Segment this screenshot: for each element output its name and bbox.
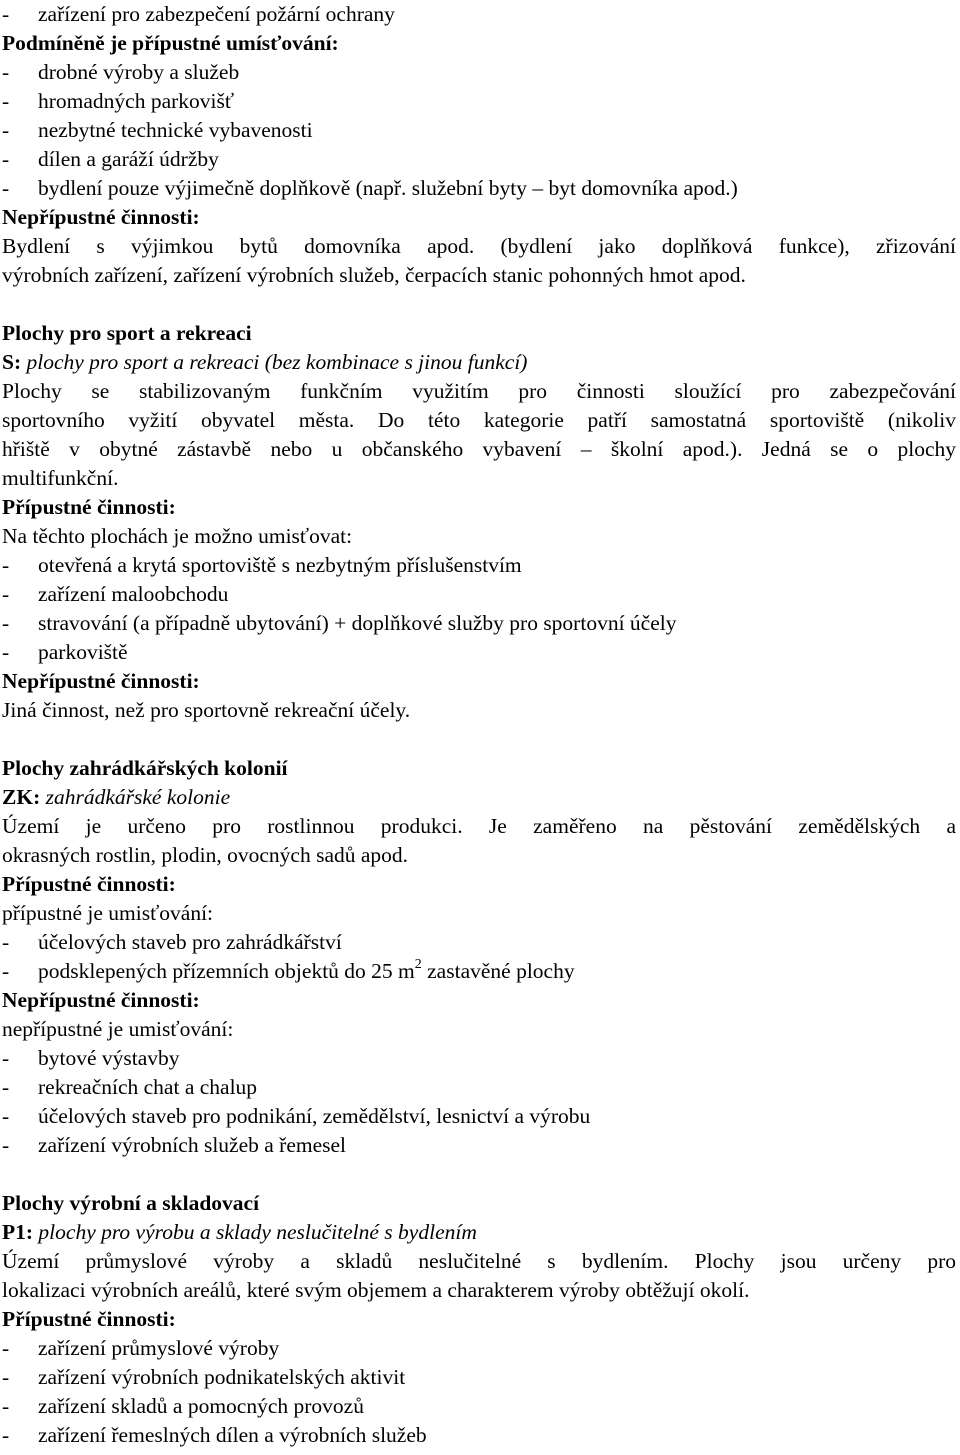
paragraph-line: Bydlení s výjimkou bytů domovníka apod. (bydlení jako doplňková funkce), zřizování bbox=[2, 234, 956, 258]
list-item-text: drobné výroby a služeb bbox=[38, 60, 240, 84]
paragraph-line: hřiště v obytné zástavbě nebo u občanského vybavení – školní apod.). Jedná se o plochy bbox=[2, 437, 956, 461]
list-item bbox=[2, 87, 956, 116]
list-item-text: účelových staveb pro zahrádkářství bbox=[38, 930, 342, 954]
list-item bbox=[2, 1363, 956, 1392]
list-dash: - bbox=[2, 89, 10, 113]
list-dash: - bbox=[2, 553, 10, 577]
list-item-text-post: zastavěné plochy bbox=[421, 959, 575, 983]
list-dash: - bbox=[2, 1423, 10, 1447]
list-item bbox=[2, 638, 956, 667]
section-code-line bbox=[2, 1218, 956, 1247]
list-dash: - bbox=[2, 176, 10, 200]
list-item-text: bytové výstavby bbox=[38, 1046, 180, 1070]
list-item bbox=[2, 145, 956, 174]
list-item-text: rekreačních chat a chalup bbox=[38, 1075, 258, 1099]
forbidden-heading: Nepřípustné činnosti: bbox=[2, 669, 200, 693]
list-item bbox=[2, 0, 956, 29]
list-item-text: zařízení pro zabezpečení požární ochrany bbox=[38, 2, 395, 26]
allowed-heading: Přípustné činnosti: bbox=[2, 872, 176, 896]
section-title-p1: Plochy výrobní a skladovací bbox=[2, 1191, 260, 1215]
forbidden-heading: Nepřípustné činnosti: bbox=[2, 205, 200, 229]
list-dash: - bbox=[2, 1046, 10, 1070]
list-item-text: zařízení výrobních podnikatelských aktivit bbox=[38, 1365, 406, 1389]
list-dash: - bbox=[2, 611, 10, 635]
list-dash: - bbox=[2, 118, 10, 142]
paragraph-line: sportovního vyžití obyvatel města. Do této kategorie patří samostatná sportoviště (nikoliv bbox=[2, 408, 956, 432]
list-item-text: stravování (a případně ubytování) + doplňkové služby pro sportovní účely bbox=[38, 611, 677, 635]
list-item bbox=[2, 58, 956, 87]
list-item-text: zařízení řemeslných dílen a výrobních služeb bbox=[38, 1423, 427, 1447]
paragraph-line: lokalizaci výrobních areálů, které svým objemem a charakterem výroby obtěžují okolí. bbox=[2, 1278, 750, 1302]
list-dash: - bbox=[2, 1104, 10, 1128]
list-item-text: hromadných parkovišť bbox=[38, 89, 235, 113]
list-item-text: zařízení skladů a pomocných provozů bbox=[38, 1394, 364, 1418]
list-dash: - bbox=[2, 1394, 10, 1418]
list-item-text: zařízení výrobních služeb a řemesel bbox=[38, 1133, 347, 1157]
allowed-intro: přípustné je umisťování: bbox=[2, 901, 214, 925]
list-dash: - bbox=[2, 1336, 10, 1360]
allowed-heading: Přípustné činnosti: bbox=[2, 1307, 176, 1331]
list-item bbox=[2, 116, 956, 145]
conditional-heading: Podmíněně je přípustné umísťování: bbox=[2, 31, 339, 55]
forbidden-text: Jiná činnost, než pro sportovně rekreační účely. bbox=[2, 698, 411, 722]
list-item bbox=[2, 957, 956, 986]
list-item bbox=[2, 609, 956, 638]
paragraph-line: multifunkční. bbox=[2, 466, 119, 490]
list-item bbox=[2, 580, 956, 609]
spacer bbox=[2, 725, 956, 754]
list-item-text: nezbytné technické vybavenosti bbox=[38, 118, 313, 142]
list-item bbox=[2, 174, 956, 203]
list-dash: - bbox=[2, 1365, 10, 1389]
list-item bbox=[2, 928, 956, 957]
list-dash: - bbox=[2, 640, 10, 664]
paragraph-line: Území průmyslové výroby a skladů neslučitelné s bydlením. Plochy jsou určeny pro bbox=[2, 1249, 956, 1273]
paragraph-line: Plochy se stabilizovaným funkčním využitím pro činnosti sloužící pro zabezpečování bbox=[2, 379, 956, 403]
list-item bbox=[2, 1392, 956, 1421]
list-item bbox=[2, 1044, 956, 1073]
list-item-text-pre: podsklepených přízemních objektů do 25 m bbox=[38, 959, 415, 983]
allowed-heading: Přípustné činnosti: bbox=[2, 495, 176, 519]
list-item-text: parkoviště bbox=[38, 640, 128, 664]
list-dash: - bbox=[2, 1075, 10, 1099]
section-code-line bbox=[2, 783, 956, 812]
forbidden-intro: nepřípustné je umisťování: bbox=[2, 1017, 234, 1041]
section-code: S: bbox=[2, 350, 22, 374]
list-item-text: dílen a garáží údržby bbox=[38, 147, 219, 171]
list-item-text: otevřená a krytá sportoviště s nezbytným příslušenstvím bbox=[38, 553, 522, 577]
section-code-desc: zahrádkářské kolonie bbox=[45, 785, 231, 809]
section-code-desc: plochy pro výrobu a sklady neslučitelné s bydlením bbox=[38, 1220, 477, 1244]
section-title-sport: Plochy pro sport a rekreaci bbox=[2, 321, 252, 345]
list-dash: - bbox=[2, 582, 10, 606]
superscript: 2 bbox=[414, 956, 422, 972]
section-code-line bbox=[2, 348, 956, 377]
list-dash: - bbox=[2, 930, 10, 954]
section-title-zk: Plochy zahrádkářských kolonií bbox=[2, 756, 288, 780]
list-item-text: bydlení pouze výjimečně doplňkově (např. služební byty – byt domovníka apod.) bbox=[38, 176, 738, 200]
list-dash: - bbox=[2, 147, 10, 171]
list-item bbox=[2, 1421, 956, 1450]
section-code: ZK: bbox=[2, 785, 41, 809]
list-item bbox=[2, 1102, 956, 1131]
section-code-desc: plochy pro sport a rekreaci (bez kombinace s jinou funkcí) bbox=[26, 350, 528, 374]
spacer bbox=[2, 290, 956, 319]
section-code: P1: bbox=[2, 1220, 34, 1244]
list-dash: - bbox=[2, 60, 10, 84]
list-item bbox=[2, 1131, 956, 1160]
paragraph-line: Území je určeno pro rostlinnou produkci. Je zaměřeno na pěstování zemědělských a bbox=[2, 814, 956, 838]
list-item-text bbox=[38, 957, 575, 986]
allowed-intro: Na těchto plochách je možno umisťovat: bbox=[2, 524, 353, 548]
document-page bbox=[2, 0, 956, 1450]
spacer bbox=[2, 1160, 956, 1189]
list-item-text: zařízení maloobchodu bbox=[38, 582, 229, 606]
paragraph-line: okrasných rostlin, plodin, ovocných sadů apod. bbox=[2, 843, 409, 867]
list-item-text: zařízení průmyslové výroby bbox=[38, 1336, 280, 1360]
list-dash: - bbox=[2, 2, 10, 26]
list-item bbox=[2, 1334, 956, 1363]
list-dash: - bbox=[2, 1133, 10, 1157]
list-item-text: účelových staveb pro podnikání, zemědělství, lesnictví a výrobu bbox=[38, 1104, 591, 1128]
forbidden-heading: Nepřípustné činnosti: bbox=[2, 988, 200, 1012]
list-dash: - bbox=[2, 959, 10, 983]
list-item bbox=[2, 551, 956, 580]
list-item bbox=[2, 1073, 956, 1102]
paragraph-line: výrobních zařízení, zařízení výrobních služeb, čerpacích stanic pohonných hmot apod. bbox=[2, 263, 746, 287]
